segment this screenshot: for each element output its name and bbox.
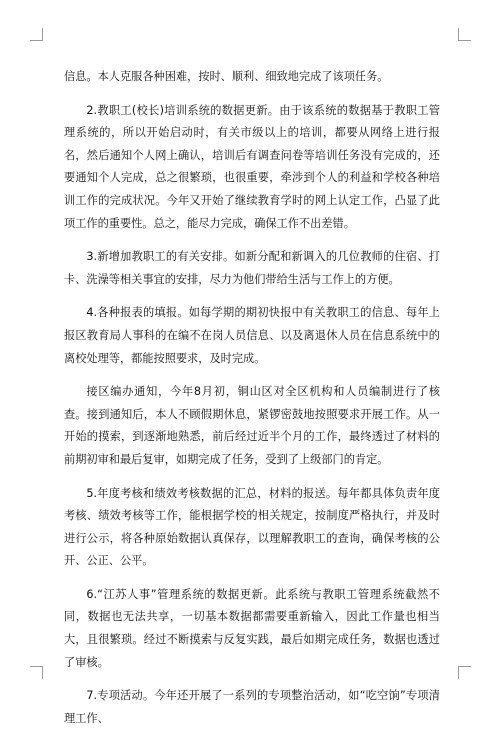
paragraph: 信息。本人克服各种困难，按时、顺利、细致地完成了该项任务。 (64, 70, 389, 83)
paragraph: 5.年度考核和绩效考核数据的汇总，材料的报送。每年都具体负责年度考核、绩效考核等工作，能根据学校的相关规定，按制度严格执行，并及时进行公示，将各种原始数据认真保存，以理解教职工的查询，确保考核的公开、公正、公平。 (64, 486, 440, 568)
paragraph: 3.新增加教职工的有关安排。如新分配和新调入的几位教师的住宿、打卡、洗澡等相关事宜的安排，尽力为他们带给生活与工作上的方便。 (64, 250, 440, 286)
paragraph: 2.教职工(校长)培训系统的数据更新。由于该系统的数据基于教职工管理系统的，所以开始启动时，有关市级以上的培训，都要从网络上进行报名，然后通知个人网上确认，培训后有调查问卷等培训任务没有完成的，还要通知个人完成，总之很繁琐，也很重要，牵涉到个人的利益和学校各种培训工作的完成状况。今年又开始了继续教育学时的网上认定工作，凸显了此项工作的重要性。总之，能尽力完成，确保工作不出差错。 (64, 103, 440, 230)
crop-mark-top-left (30, 28, 43, 41)
paragraph: 接区编办通知，今年8月初，铜山区对全区机构和人员编制进行了核查。接到通知后，本人不顾假期休息，紧锣密鼓地按照要求开展工作。从一开始的摸索，到逐渐地熟悉，前后经过近半个月的工作，最终透过了材料的前期初审和最后复审，如期完成了任务，受到了上级部门的肯定。 (64, 385, 440, 466)
crop-mark-top-right (458, 28, 471, 41)
crop-mark-bottom-left (30, 666, 43, 679)
paragraph: 4.各种报表的填报。如每学期的期初快报中有关教职工的信息、每年上报区教育局人事科的在编不在岗人员信息、以及离退休人员在信息系统中的离校处理等，都能按照要求，及时完成。 (64, 306, 440, 365)
paragraph: 6.“江苏人事”管理系统的数据更新。此系统与教职工管理系统截然不同，数据也无法共享，一切基本数据都需要重新输入，因此工作量也相当大，且很繁琐。经过不断摸索与反复实践，最后如期完成任务，数据也透过了审核。 (64, 587, 440, 669)
paragraph: 7.专项活动。今年还开展了一系列的专项整治活动，如“吃空饷”专项清理工作、 (64, 689, 440, 725)
document-page (64, 66, 440, 741)
crop-mark-bottom-right (458, 666, 471, 679)
